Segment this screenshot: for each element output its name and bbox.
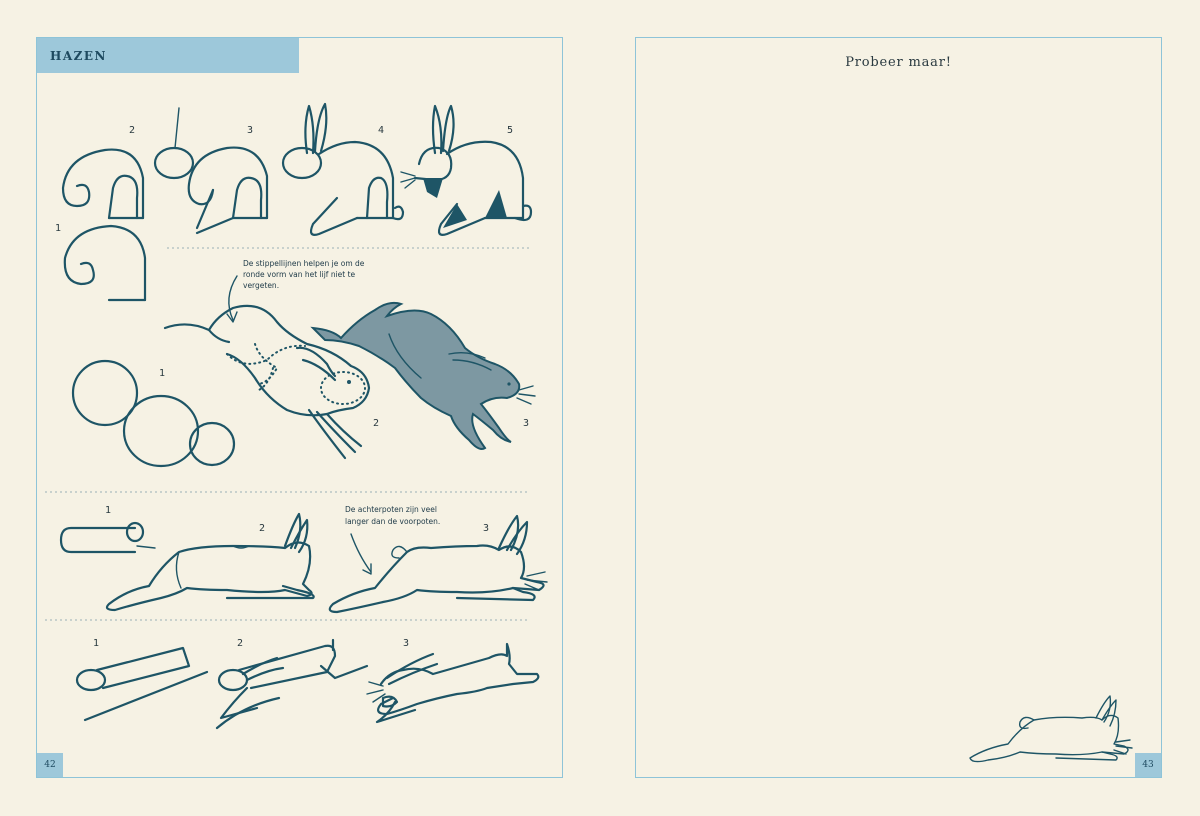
row2-note-line-1: De stippellijnen helpen je om de (243, 259, 365, 268)
row1-step3-hare-sketch (189, 148, 267, 233)
hare-drawing-tutorial (37, 38, 564, 779)
row3-note-arrow (351, 534, 371, 572)
row2-step2-hare-outline (165, 306, 369, 458)
row1-step2-hare-sketch (63, 108, 193, 218)
practice-prompt: Probeer maar! (845, 55, 952, 70)
row1-step-2-number: 2 (129, 125, 136, 136)
row2-step1-circles (73, 361, 234, 466)
row3-step3-hare-lying (330, 516, 547, 612)
page-number: 42 (37, 753, 63, 777)
row2-step-3-number: 3 (523, 418, 530, 429)
row3-note-line-1: De achterpoten zijn veel (345, 505, 437, 514)
row3-step1-cylinder (61, 523, 155, 552)
row4-step-1-number: 1 (93, 638, 100, 649)
row4-step-numbers (93, 638, 409, 649)
practice-hare-illustration (636, 38, 1163, 779)
row4-step-3-number: 3 (403, 638, 410, 649)
practice-hare-lying (970, 696, 1132, 762)
row2-step-2-number: 2 (373, 418, 380, 429)
row2-step3-hare-filled (313, 303, 535, 449)
row3-step-2-number: 2 (259, 523, 266, 534)
row2-note-line-2: ronde vorm van het lijf niet te (243, 270, 356, 279)
row1-step1-hare-sketch (65, 226, 145, 300)
row2-note (227, 259, 365, 322)
row3-step-1-number: 1 (105, 505, 112, 516)
page-number: 43 (1135, 753, 1161, 777)
row4-step1-cylinder (77, 648, 207, 720)
row3-step-3-number: 3 (483, 523, 490, 534)
row3-note (345, 505, 440, 574)
row2-step-1-number: 1 (159, 368, 166, 379)
row3-note-line-2: langer dan de voorpoten. (345, 517, 441, 526)
row3-step2-hare-lying (107, 514, 314, 610)
row1-step-5-number: 5 (507, 125, 514, 136)
left-page (36, 37, 563, 778)
row4-step2-hare-running (217, 640, 367, 728)
row2-note-line-3: vergeten. (243, 281, 280, 290)
row1-step4-hare-sketch (283, 104, 403, 235)
row1-step-1-number: 1 (55, 223, 62, 234)
row4-step-2-number: 2 (237, 638, 244, 649)
row1-step-4-number: 4 (378, 125, 385, 136)
right-page (635, 37, 1162, 778)
row1-step-3-number: 3 (247, 125, 254, 136)
row4-step3-hare-running (367, 644, 538, 722)
section-heading: HAZEN (50, 48, 108, 63)
